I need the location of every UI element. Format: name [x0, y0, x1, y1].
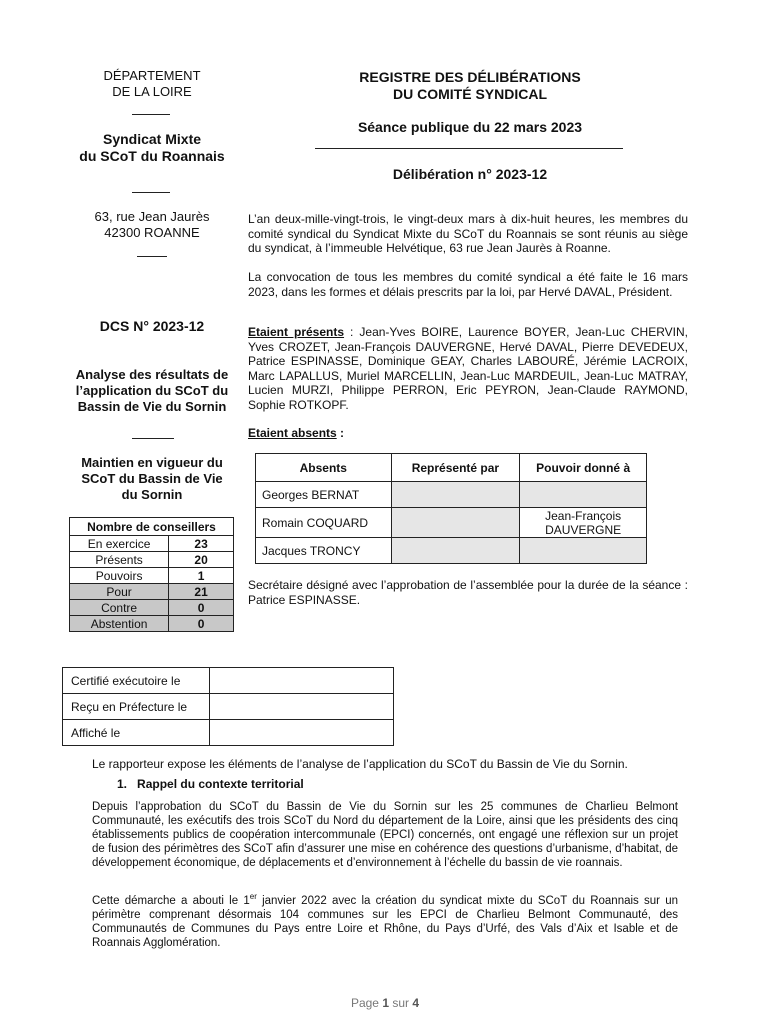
absent-name: Jacques TRONCY — [256, 538, 392, 564]
page-number: 1 — [382, 996, 389, 1010]
table-row — [63, 668, 394, 694]
absents-label: Etaient absents — [248, 426, 337, 440]
registre-line1: REGISTRE DES DÉLIBÉRATIONS — [359, 69, 581, 85]
column-header: Absents — [256, 454, 392, 482]
absent-name: Romain COQUARD — [256, 508, 392, 538]
convocation-paragraph: La convocation de tous les membres du comité syndical a été faite le 16 mars 2023, dans les formes et délais prescrits par la loi, par Hervé DAVAL, Président. — [248, 270, 688, 299]
council-header: Nombre de conseillers — [70, 518, 234, 536]
absents-table — [255, 453, 647, 564]
syndicat-line2: du SCoT du Roannais — [79, 148, 225, 164]
table-row — [70, 552, 234, 568]
maintien-title — [52, 455, 252, 503]
separator — [137, 256, 167, 257]
para4-end: janvier 2022 avec la création du syndicat mixte du SCoT du Roannais sur un périmètre comprenant désormais 104 communes sur les EPCI de Charlieu Belmont Communauté, des Communautés de Communes du Pays entre Loire et Rhône, du Pays d’Urfé, des Vals d’Aix et Isable et de Roannais Agglomération. — [92, 894, 678, 949]
departement-line2: DE LA LOIRE — [112, 84, 192, 99]
dcs-number: DCS N° 2023-12 — [99, 318, 205, 334]
analyse-line3: Bassin de Vie du Sornin — [77, 399, 227, 414]
table-row — [256, 508, 647, 538]
maintien-line1: Maintien en vigueur du — [81, 455, 223, 470]
proxy-line1: Jean-François — [545, 508, 622, 523]
table-row — [70, 536, 234, 552]
section-title: Rappel du contexte territorial — [137, 777, 304, 791]
deliberation-number: Délibération n° 2023-12 — [392, 166, 548, 182]
council-value: 0 — [169, 600, 234, 616]
council-label: Abstention — [70, 616, 169, 632]
superscript: er — [249, 892, 257, 901]
council-value: 1 — [169, 568, 234, 584]
separator — [132, 438, 174, 439]
syndicat-name — [52, 131, 252, 165]
proxy-given-to — [520, 538, 647, 564]
certification-table — [62, 667, 394, 746]
proxy-line2: DAUVERGNE — [545, 522, 622, 537]
section-1-heading — [117, 777, 517, 792]
seance-title: Séance publique du 22 mars 2023 — [357, 119, 583, 135]
maintien-line2: SCoT du Bassin de Vie — [81, 471, 223, 486]
analyse-line2: l’application du SCoT du — [75, 383, 229, 398]
proxy-given-to — [520, 508, 647, 538]
registre-line2: DU COMITÉ SYNDICAL — [393, 86, 547, 102]
opening-paragraph: L’an deux-mille-vingt-trois, le vingt-deux mars à dix-huit heures, les membres du comité syndical du Syndicat Mixte du SCoT du Roannais se sont réunis au siège du syndicat, à l’immeuble Helvétique, 63 rue Jean Jaurès à Roanne. — [248, 212, 688, 255]
page-footer — [285, 996, 485, 1010]
registre-title — [300, 69, 640, 103]
address-line1: 63, rue Jean Jaurès — [94, 209, 210, 224]
departement-block — [62, 68, 242, 100]
address-block — [52, 209, 252, 241]
cert-label: Reçu en Préfecture le — [63, 694, 210, 720]
context-paragraph: Depuis l’approbation du SCoT du Bassin de Vie du Sornin sur les 25 communes de Charlieu Belmont Communauté, les exécutifs des trois SCoT du Nord du département de la Loire, ainsi que les présidents des cinq établissements publics de coopération intercommunale (EPCI) concernés, ont engagé une réflexion sur un projet de fusion des périmètres des SCoT afin d’assurer une mise en cohérence des questions d’urbanisme, d’habitat, de développement économique, de déplacements et d’environnement à l’échelle du bassin de vie roannais. — [92, 801, 678, 869]
presents-paragraph — [248, 325, 688, 412]
council-value: 23 — [169, 536, 234, 552]
absents-heading — [248, 426, 448, 441]
council-value: 20 — [169, 552, 234, 568]
presents-list: : Jean-Yves BOIRE, Laurence BOYER, Jean-Luc CHERVIN, Yves CROZET, Jean-François DAUVERGNE, Hervé DAVAL, Pierre DEVEDEUX, Patrice ESPINASSE, Dominique GEAY, Charles LABOURÉ, Jérémie LACROIX, Marc LAPALLUS, Muriel MARCELLIN, Jean-Luc MARDEUIL, Jean-Luc MATRAY, Lucien MURZI, Philippe PERRON, Eric PEYRON, Jean-Claude RAYMOND, Sophie ROTKOPF. — [248, 325, 688, 412]
council-value: 0 — [169, 616, 234, 632]
presents-label: Etaient présents — [248, 325, 345, 339]
page-word: Page — [350, 996, 379, 1010]
separator — [132, 114, 170, 115]
separator — [132, 192, 170, 193]
council-value: 21 — [169, 584, 234, 600]
represented-by — [391, 482, 520, 508]
creation-paragraph — [92, 890, 678, 950]
cert-label: Certifié exécutoire le — [63, 668, 210, 694]
table-row — [70, 616, 234, 632]
column-header: Pouvoir donné à — [520, 454, 647, 482]
page-total: 4 — [412, 996, 420, 1010]
cert-value — [210, 720, 394, 746]
separator — [315, 148, 623, 149]
council-label: Contre — [70, 600, 169, 616]
para4-start: Cette démarche a abouti le 1 — [92, 894, 250, 907]
represented-by — [391, 538, 520, 564]
proxy-given-to — [520, 482, 647, 508]
cert-label: Affiché le — [63, 720, 210, 746]
table-row — [70, 568, 234, 584]
council-label: Pour — [70, 584, 169, 600]
council-label: En exercice — [70, 536, 169, 552]
table-row — [70, 584, 234, 600]
syndicat-line1: Syndicat Mixte — [102, 131, 202, 147]
council-label: Pouvoirs — [70, 568, 169, 584]
table-row — [256, 482, 647, 508]
table-row — [63, 720, 394, 746]
address-line2: 42300 ROANNE — [104, 225, 200, 240]
cert-value — [210, 668, 394, 694]
departement-line1: DÉPARTEMENT — [103, 68, 201, 83]
analyse-line1: Analyse des résultats de — [75, 367, 229, 382]
table-header-row — [256, 454, 647, 482]
intro-paragraph: Le rapporteur expose les éléments de l’analyse de l’application du SCoT du Bassin de Vie du Sornin. — [92, 757, 628, 771]
cert-value — [210, 694, 394, 720]
analyse-title — [52, 367, 252, 415]
secretaire-paragraph: Secrétaire désigné avec l’approbation de l’assemblée pour la durée de la séance : Patrice ESPINASSE. — [248, 578, 688, 607]
column-header: Représenté par — [391, 454, 520, 482]
maintien-line3: du Sornin — [121, 487, 183, 502]
represented-by — [391, 508, 520, 538]
table-row — [63, 694, 394, 720]
page-sur: sur — [392, 996, 410, 1010]
absent-name: Georges BERNAT — [256, 482, 392, 508]
council-label: Présents — [70, 552, 169, 568]
absents-colon: : — [336, 426, 345, 440]
table-row — [256, 538, 647, 564]
council-table — [69, 517, 234, 632]
section-number: 1. — [117, 777, 128, 791]
table-row — [70, 600, 234, 616]
